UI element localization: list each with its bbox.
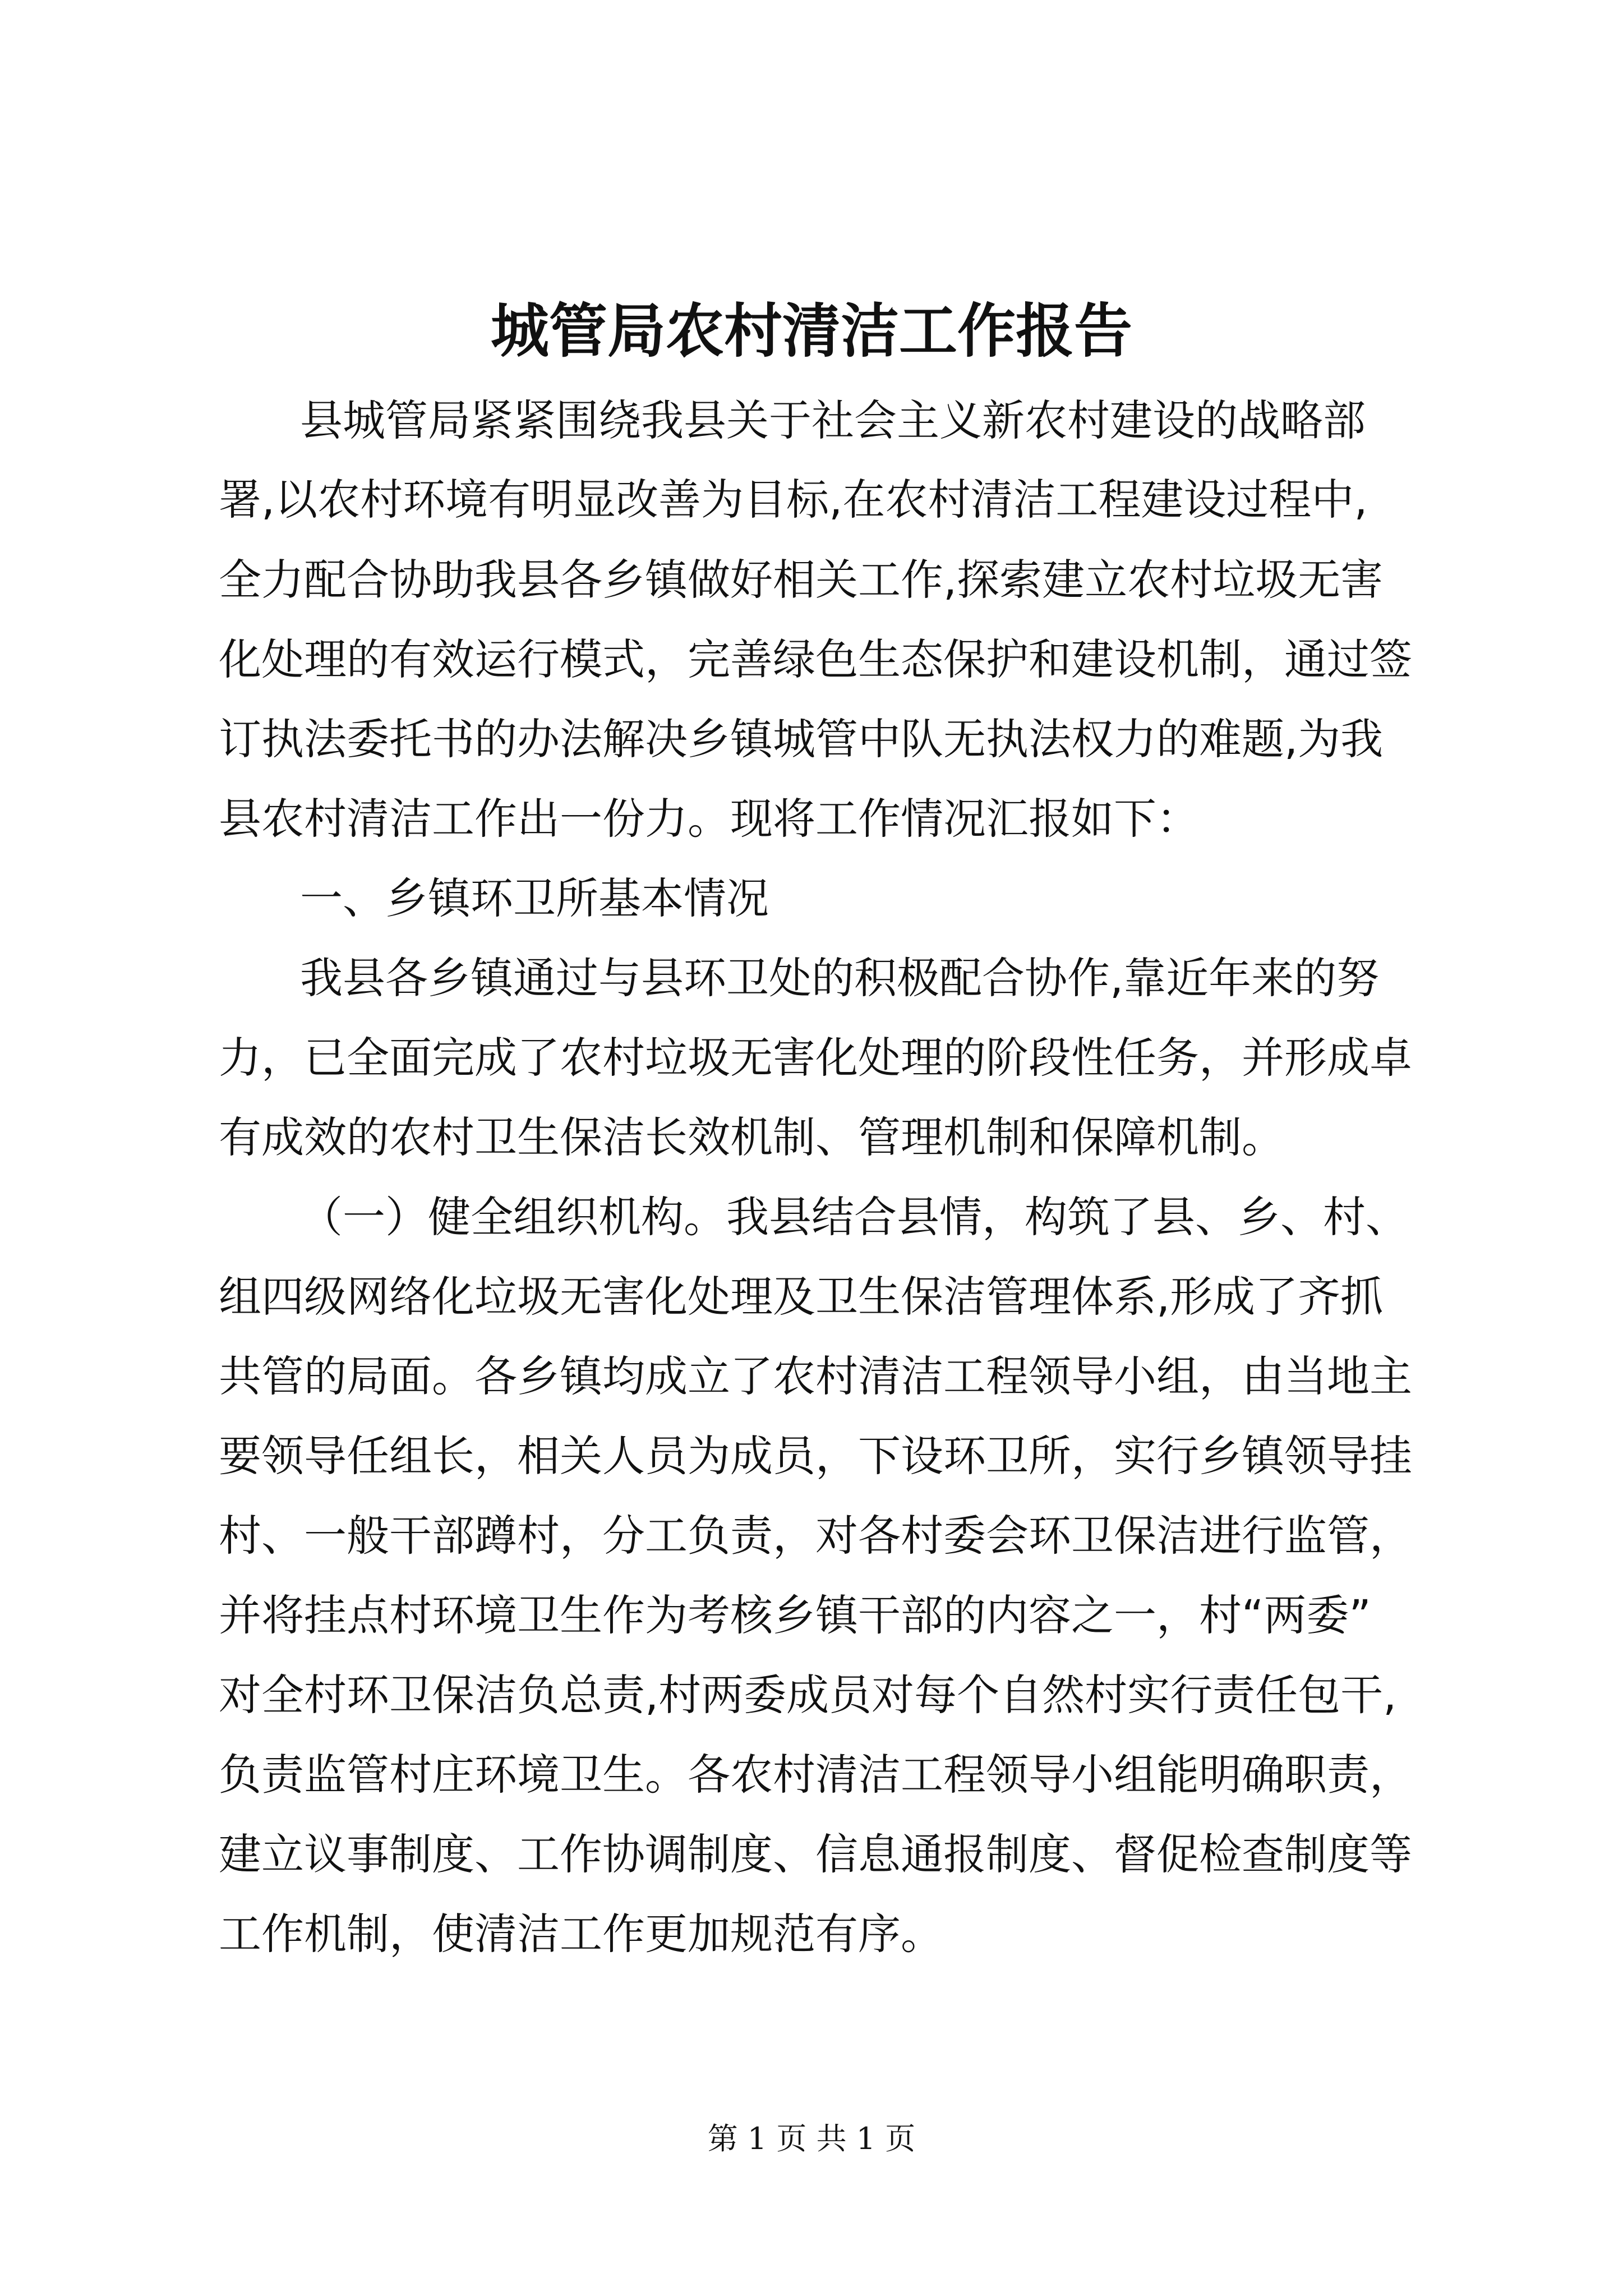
body-line-10: 有成效的农村卫生保洁长效机制、管理机制和保障机制。	[219, 1112, 1284, 1162]
body-line-18: 负责监管村庄环境卫生。各农村清洁工程领导小组能明确职责，	[219, 1750, 1412, 1800]
body-line-20: 工作机制，使清洁工作更加规范有序。	[219, 1909, 943, 1959]
body-line-17: 对全村环卫保洁负总责,村两委成员对每个自然村实行责任包干,	[219, 1670, 1397, 1720]
body-line-15: 村、一般干部蹲村，分工负责，对各村委会环卫保洁进行监管，	[219, 1511, 1412, 1561]
body-line-3: 全力配合协助我县各乡镇做好相关工作,探索建立农村垃圾无害	[219, 555, 1384, 605]
body-line-1: 县城管局紧紧围绕我县关于社会主义新农村建设的战略部	[300, 395, 1366, 445]
body-line-4: 化处理的有效运行模式，完善绿色生态保护和建设机制，通过签	[219, 634, 1412, 684]
page-footer: 第 1 页 共 1 页	[707, 2121, 916, 2156]
body-line-14: 要领导任组长，相关人员为成员，下设环卫所，实行乡镇领导挂	[219, 1431, 1412, 1481]
body-line-16: 并将挂点村环境卫生作为考核乡镇干部的内容之一，村“两委”	[219, 1590, 1371, 1640]
body-line-6: 县农村清洁工作出一份力。现将工作情况汇报如下：	[219, 794, 1199, 844]
body-line-11: （一）健全组织机构。我县结合县情，构筑了县、乡、村、	[300, 1192, 1408, 1242]
body-line-12: 组四级网络化垃圾无害化处理及卫生保洁管理体系,形成了齐抓	[219, 1272, 1384, 1322]
body-line-9: 力，已全面完成了农村垃圾无害化处理的阶段性任务，并形成卓	[219, 1033, 1412, 1083]
section-heading-1: 一、乡镇环卫所基本情况	[300, 873, 769, 923]
document-title: 城管局农村清洁工作报告	[490, 296, 1132, 365]
body-line-5: 订执法委托书的办法解决乡镇城管中队无执法权力的难题,为我	[219, 714, 1384, 764]
body-line-8: 我县各乡镇通过与县环卫处的积极配合协作,靠近年来的努	[300, 953, 1380, 1003]
body-line-19: 建立议事制度、工作协调制度、信息通报制度、督促检查制度等	[219, 1829, 1412, 1879]
body-line-13: 共管的局面。各乡镇均成立了农村清洁工程领导小组，由当地主	[219, 1351, 1412, 1401]
body-line-2: 署,以农村环境有明显改善为目标,在农村清洁工程建设过程中,	[219, 475, 1368, 524]
